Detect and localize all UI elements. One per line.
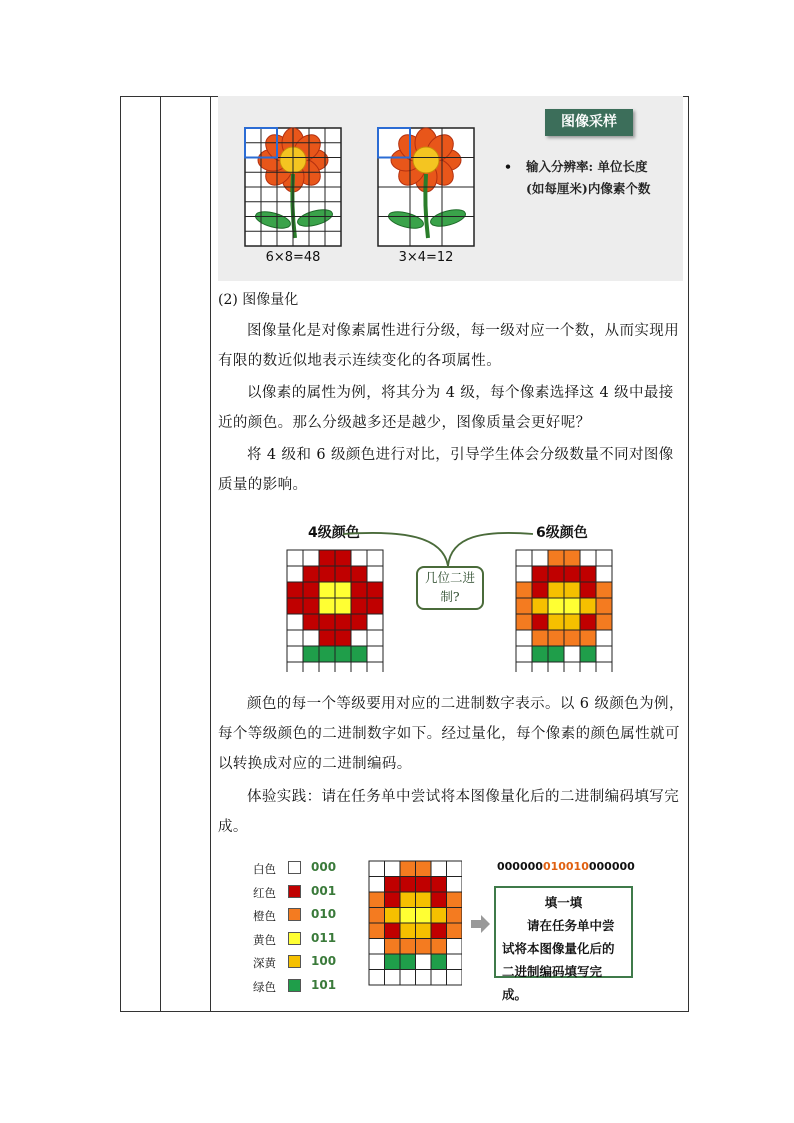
pixel-cell xyxy=(532,582,548,598)
pixel-cell xyxy=(335,598,351,614)
pixel-cell xyxy=(400,923,416,939)
fill-text: 请在任务单中尝试将本图像量化后的二进制编码填写完成。 xyxy=(502,918,615,1002)
paragraph-3: 将 4 级和 6 级颜色进行对比，引导学生体会分级数量不同对图像质量的影响。 xyxy=(218,447,674,493)
pixel-cell xyxy=(385,923,401,939)
pixel-cell xyxy=(564,646,580,662)
pixel-cell xyxy=(369,892,385,908)
legend-swatch xyxy=(288,932,301,945)
legend-binary-code: 011 xyxy=(311,930,337,945)
pixel-cell xyxy=(367,662,383,672)
pixel-cell xyxy=(580,630,596,646)
legend-row xyxy=(253,882,337,906)
pixel-cell xyxy=(548,582,564,598)
pixel-cell xyxy=(287,566,303,582)
pixel-cell xyxy=(416,954,432,970)
pixel-cell xyxy=(351,646,367,662)
pixel-cell xyxy=(564,630,580,646)
legend-row xyxy=(253,858,337,882)
pixel-cell xyxy=(367,630,383,646)
pixel-cell xyxy=(532,550,548,566)
pixel-cell xyxy=(447,861,463,877)
pixel-cell xyxy=(367,646,383,662)
legend-swatch xyxy=(288,955,301,968)
pixel-cell xyxy=(400,892,416,908)
pixel-cell xyxy=(367,582,383,598)
pixel-cell xyxy=(431,892,447,908)
pixel-cell xyxy=(596,662,612,672)
caption-3x4: 3×4=12 xyxy=(398,250,454,265)
legend-row xyxy=(253,905,337,929)
binary-code-string xyxy=(497,860,635,873)
pixel-cell xyxy=(335,646,351,662)
legend-binary-code: 100 xyxy=(311,954,337,968)
paragraph-4: 颜色的每一个等级要用对应的二进制数字表示。以 6 级颜色为例，每个等级颜色的二进制数字如下。经过量化，每个像素的颜色属性就可以转换成对应的二进制编码。 xyxy=(218,696,684,772)
color-level-comparison xyxy=(283,522,623,672)
title-4-level: 4级颜色 xyxy=(308,525,360,541)
bullet-resolution xyxy=(504,156,664,200)
pixel-cell xyxy=(564,598,580,614)
pixel-cell xyxy=(516,566,532,582)
pixel-cell xyxy=(580,550,596,566)
bullet-dot: • xyxy=(504,159,512,174)
pixel-cell xyxy=(335,582,351,598)
pixel-cell xyxy=(369,877,385,893)
pixel-cell xyxy=(580,646,596,662)
pixel-cell xyxy=(335,662,351,672)
pixel-cell xyxy=(580,614,596,630)
pixel-cell xyxy=(335,566,351,582)
legend-color-name: 白色 xyxy=(253,862,276,876)
pixel-cell xyxy=(564,662,580,672)
pixel-cell xyxy=(564,614,580,630)
pixel-cell xyxy=(319,630,335,646)
pixel-cell xyxy=(319,598,335,614)
legend-binary-code: 010 xyxy=(311,907,337,921)
pixel-cell xyxy=(416,861,432,877)
pixel-cell xyxy=(416,892,432,908)
pixel-cell xyxy=(303,614,319,630)
pixel-cell xyxy=(351,662,367,672)
pixel-cell xyxy=(319,550,335,566)
sampling-tag: 图像采样 xyxy=(545,109,633,136)
pixel-cell xyxy=(447,970,463,986)
flower-center xyxy=(413,147,439,173)
pixel-cell xyxy=(447,954,463,970)
pixel-cell xyxy=(516,614,532,630)
pixel-cell xyxy=(532,614,548,630)
legend-color-name: 黄色 xyxy=(253,932,276,947)
pixel-cell xyxy=(351,550,367,566)
question-bubble: 几位二进制? xyxy=(416,566,484,610)
pixel-cell xyxy=(369,939,385,955)
pixel-cell xyxy=(287,646,303,662)
pixel-cell xyxy=(447,939,463,955)
section-heading: (2) 图像量化 xyxy=(218,292,299,308)
pixel-cell xyxy=(516,598,532,614)
sampling-panel xyxy=(218,96,683,281)
table-column-divider xyxy=(160,96,161,1012)
binary-highlight: 010010 xyxy=(542,860,589,873)
pixel-cell xyxy=(416,877,432,893)
pixel-cell xyxy=(516,630,532,646)
pixel-cell xyxy=(431,861,447,877)
pixel-cell xyxy=(447,923,463,939)
legend-color-name: 绿色 xyxy=(253,979,276,994)
pixel-cell xyxy=(580,662,596,672)
pixel-cell xyxy=(287,614,303,630)
pixel-cell xyxy=(596,646,612,662)
pixel-cell xyxy=(287,598,303,614)
pixel-cell xyxy=(385,861,401,877)
pixel-cell xyxy=(548,614,564,630)
pixel-cell xyxy=(335,614,351,630)
pixel-cell xyxy=(400,877,416,893)
pixel-cell xyxy=(548,662,564,672)
legend-swatch xyxy=(288,908,301,921)
pixel-cell xyxy=(516,550,532,566)
pixel-cell xyxy=(548,550,564,566)
legend-swatch xyxy=(288,885,301,898)
pixel-cell xyxy=(431,939,447,955)
legend-binary-code: 001 xyxy=(311,883,337,898)
pixel-grid-binary xyxy=(368,860,462,990)
pixel-cell xyxy=(400,908,416,924)
pixel-cell xyxy=(385,908,401,924)
pixel-cell xyxy=(580,566,596,582)
pixel-cell xyxy=(532,662,548,672)
pixel-cell xyxy=(431,877,447,893)
pixel-cell xyxy=(287,630,303,646)
legend-row xyxy=(253,952,337,976)
pixel-cell xyxy=(400,939,416,955)
fill-in-box xyxy=(494,886,633,1002)
pixel-cell xyxy=(416,939,432,955)
pixel-cell xyxy=(369,861,385,877)
pixel-cell xyxy=(596,566,612,582)
pixel-cell xyxy=(367,614,383,630)
pixel-cell xyxy=(532,566,548,582)
flower-image-coarse-grid xyxy=(376,126,476,248)
caption-6x8: 6×8=48 xyxy=(265,250,321,265)
pixel-cell xyxy=(319,614,335,630)
pixel-cell xyxy=(400,970,416,986)
paragraph-1: 图像量化是对像素属性进行分级，每一级对应一个数，从而实现用有限的数近似地表示连续变化的各项属性。 xyxy=(218,323,680,369)
pixel-cell xyxy=(367,598,383,614)
pixel-cell xyxy=(369,954,385,970)
legend-swatch xyxy=(288,979,301,992)
pixel-cell xyxy=(516,582,532,598)
pixel-cell xyxy=(516,646,532,662)
paragraph-5: 体验实践：请在任务单中尝试将本图像量化后的二进制编码填写完成。 xyxy=(218,789,680,835)
legend-color-name: 橙色 xyxy=(253,909,276,923)
legend-binary-code: 000 xyxy=(311,860,337,874)
pixel-cell xyxy=(385,954,401,970)
pixel-cell xyxy=(287,550,303,566)
legend-row xyxy=(253,976,337,1000)
pixel-cell xyxy=(303,582,319,598)
pixel-cell xyxy=(548,646,564,662)
pixel-cell xyxy=(303,662,319,672)
color-code-legend xyxy=(253,858,337,999)
pixel-cell xyxy=(447,877,463,893)
pixel-cell xyxy=(447,892,463,908)
pixel-cell xyxy=(303,630,319,646)
paragraph-2: 以像素的属性为例，将其分为 4 级，每个像素选择这 4 级中最接近的颜色。那么分级越多还是越少，图像质量会更好呢？ xyxy=(218,385,674,431)
pixel-cell xyxy=(548,630,564,646)
legend-binary-code: 101 xyxy=(311,977,337,992)
pixel-cell xyxy=(532,630,548,646)
title-6-level: 6级颜色 xyxy=(536,525,588,541)
pixel-cell xyxy=(319,582,335,598)
pixel-cell xyxy=(369,970,385,986)
flower-image-fine-grid xyxy=(243,126,343,248)
pixel-cell xyxy=(369,908,385,924)
pixel-cell xyxy=(351,614,367,630)
pixel-cell xyxy=(400,954,416,970)
pixel-cell xyxy=(596,550,612,566)
pixel-cell xyxy=(303,566,319,582)
legend-color-name: 红色 xyxy=(253,885,276,900)
pixel-cell xyxy=(416,923,432,939)
pixel-cell xyxy=(385,892,401,908)
legend-color-name: 深黄 xyxy=(253,956,276,970)
pixel-cell xyxy=(431,954,447,970)
pixel-cell xyxy=(596,598,612,614)
pixel-cell xyxy=(596,582,612,598)
pixel-cell xyxy=(532,646,548,662)
binary-suffix: 000000 xyxy=(588,860,635,873)
legend-swatch xyxy=(288,861,301,874)
pixel-cell xyxy=(516,662,532,672)
pixel-cell xyxy=(351,630,367,646)
pixel-cell xyxy=(400,861,416,877)
pixel-cell xyxy=(385,939,401,955)
pixel-cell xyxy=(548,566,564,582)
pixel-grid-4-level xyxy=(286,549,384,672)
pixel-cell xyxy=(351,582,367,598)
pixel-cell xyxy=(596,630,612,646)
pixel-cell xyxy=(351,598,367,614)
bullet-text: 输入分辨率: 单位长度(如每厘米)内像素个数 xyxy=(526,159,651,196)
pixel-cell xyxy=(385,970,401,986)
pixel-cell xyxy=(303,550,319,566)
pixel-cell xyxy=(367,550,383,566)
pixel-cell xyxy=(319,566,335,582)
pixel-cell xyxy=(335,550,351,566)
pixel-cell xyxy=(431,908,447,924)
pixel-cell xyxy=(319,646,335,662)
pixel-cell xyxy=(431,970,447,986)
pixel-cell xyxy=(580,582,596,598)
pixel-cell xyxy=(303,646,319,662)
pixel-cell xyxy=(287,582,303,598)
pixel-cell xyxy=(564,566,580,582)
pixel-cell xyxy=(431,923,447,939)
pixel-cell xyxy=(564,582,580,598)
table-column-divider xyxy=(210,96,211,1012)
pixel-cell xyxy=(303,598,319,614)
pixel-cell xyxy=(351,566,367,582)
pixel-cell xyxy=(385,877,401,893)
pixel-cell xyxy=(596,614,612,630)
arrow-right-icon xyxy=(471,914,491,934)
pixel-cell xyxy=(564,550,580,566)
pixel-cell xyxy=(548,598,564,614)
pixel-cell xyxy=(416,908,432,924)
pixel-cell xyxy=(335,630,351,646)
fill-title: 填一填 xyxy=(544,895,583,910)
binary-prefix: 000000 xyxy=(497,860,543,873)
legend-row xyxy=(253,929,337,953)
pixel-cell xyxy=(532,598,548,614)
pixel-grid-6-level xyxy=(515,549,613,672)
pixel-cell xyxy=(319,662,335,672)
pixel-cell xyxy=(369,923,385,939)
pixel-cell xyxy=(416,970,432,986)
pixel-cell xyxy=(447,908,463,924)
pixel-cell xyxy=(580,598,596,614)
pixel-cell xyxy=(287,662,303,672)
pixel-cell xyxy=(367,566,383,582)
